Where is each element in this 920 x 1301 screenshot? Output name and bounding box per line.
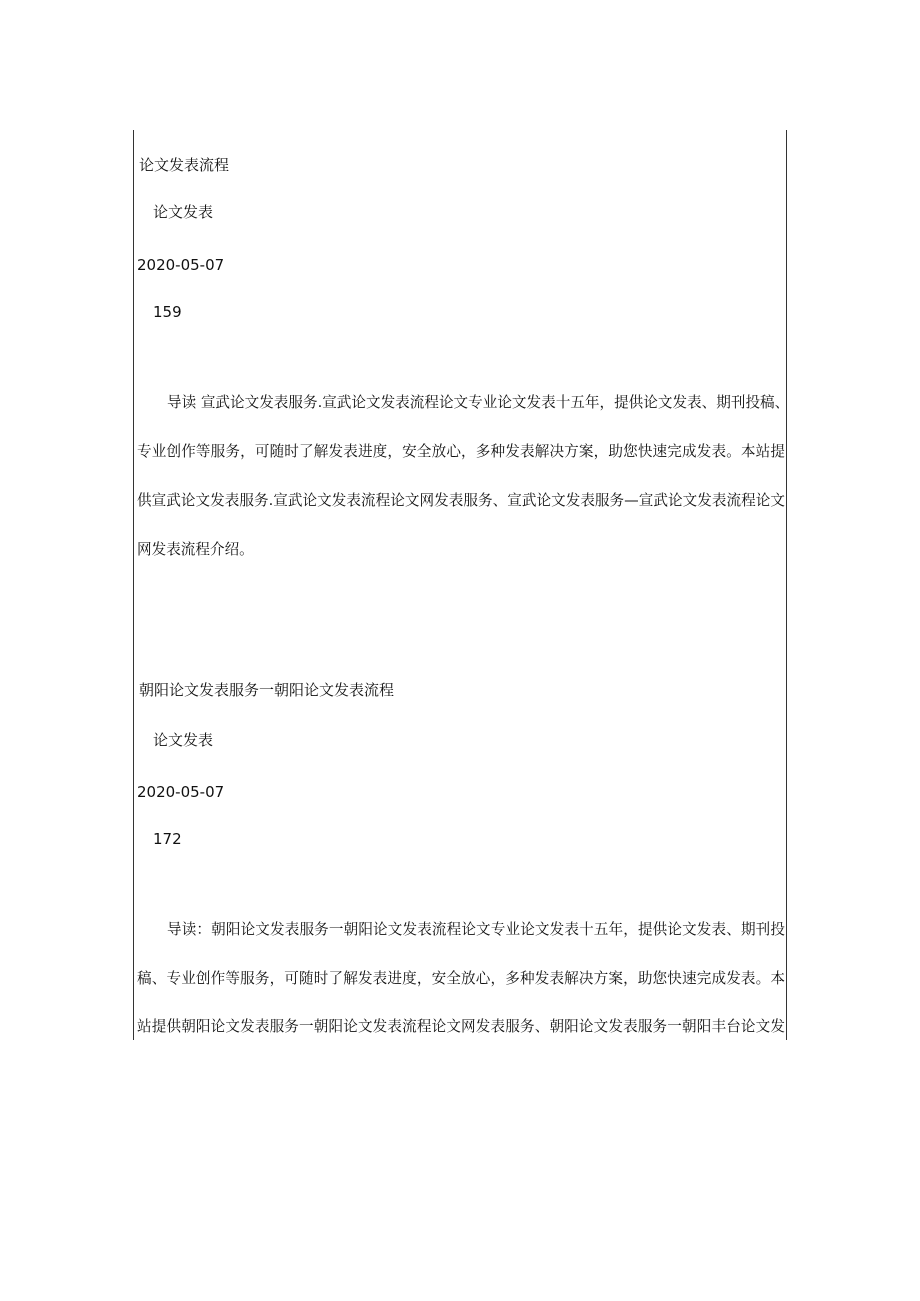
article-views: 159 — [153, 303, 182, 321]
article-category[interactable]: 论文发表 — [153, 731, 214, 749]
article-summary-line: 网发表流程介绍。 — [137, 541, 254, 558]
article-views: 172 — [153, 830, 182, 848]
article-list-frame — [133, 130, 790, 1040]
article-category[interactable]: 论文发表 — [153, 203, 214, 221]
article-date: 2020-05-07 — [137, 783, 225, 801]
article-title[interactable]: 朝阳论文发表服务一朝阳论文发表流程 — [139, 681, 395, 699]
article-summary-line: 稿、专业创作等服务，可随时了解发表进度，安全放心，多种发表解决方案，助您快速完成发表。本 — [137, 970, 785, 987]
article-summary-line: 专业创作等服务，可随时了解发表进度，安全放心，多种发表解决方案，助您快速完成发表。本站提 — [137, 443, 785, 460]
article-summary-line: 导读：朝阳论文发表服务一朝阳论文发表流程论文专业论文发表十五年，提供论文发表、期刊投 — [167, 921, 785, 938]
article-summary-line: 供宣武论文发表服务.宣武论文发表流程论文网发表服务、宣武论文发表服务—宣武论文发表流程论文 — [137, 492, 785, 509]
article-title[interactable]: 论文发表流程 — [139, 156, 230, 174]
article-summary-line: 导读 宣武论文发表服务.宣武论文发表流程论文专业论文发表十五年，提供论文发表、期刊投稿、 — [167, 394, 790, 411]
article-date: 2020-05-07 — [137, 256, 225, 274]
article-summary-line: 站提供朝阳论文发表服务一朝阳论文发表流程论文网发表服务、朝阳论文发表服务一朝阳丰台论文发 — [137, 1018, 785, 1035]
